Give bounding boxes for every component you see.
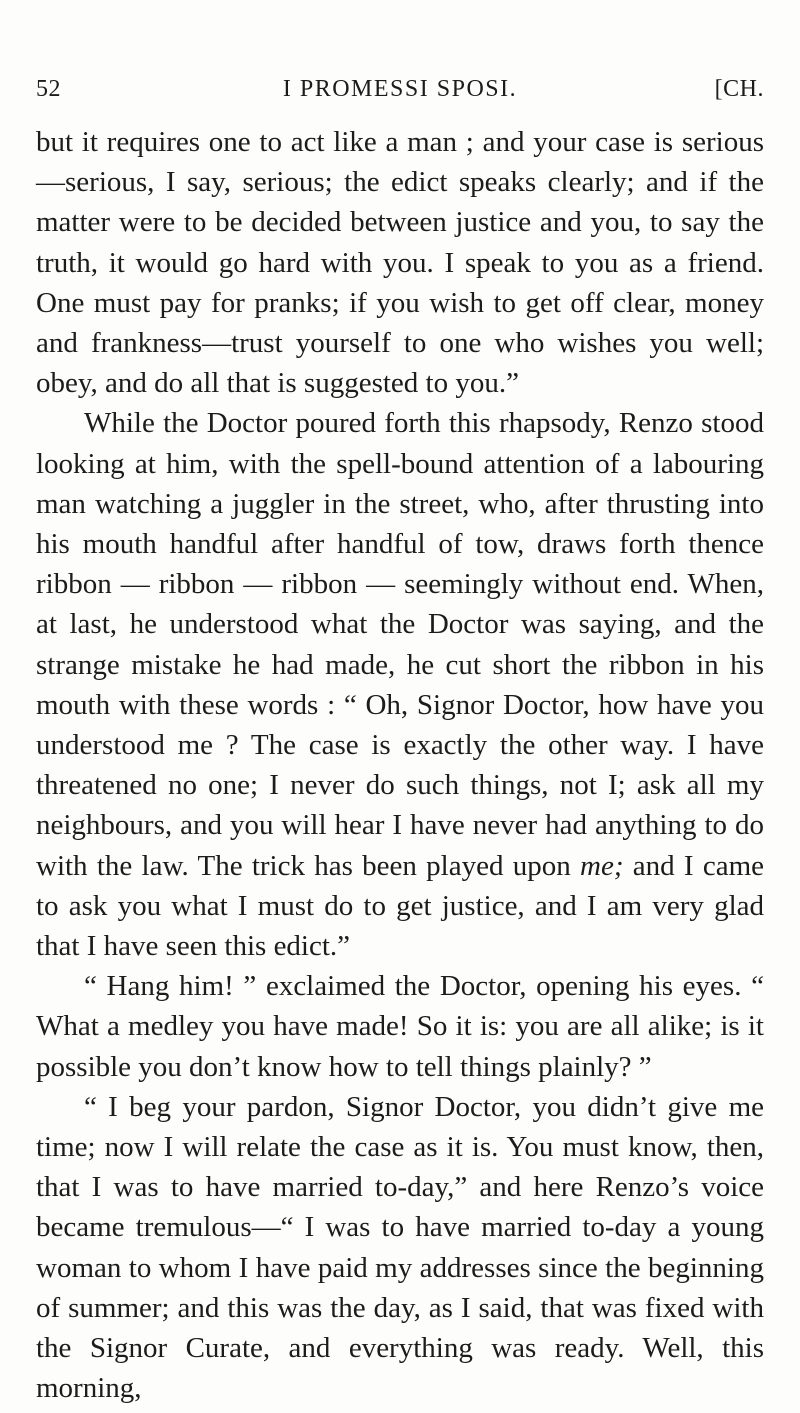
- paragraph-1: but it requires one to act like a man ; and your case is serious—serious, I say, serious; the edict speaks clearly; and if the matter were to be decided between justice and you, to say the truth, it would go hard with you. I speak to you as a friend. One must pay for pranks; if you wish to get off clear, money and frankness—trust yourself to one who wishes you well; obey, and do all that is suggested to you.”: [36, 126, 764, 400]
- paragraph-3: “ Hang him! ” exclaimed the Doctor, opening his eyes. “ What a medley you have made! So it is: you are all alike; is it possible you don’t know how to tell things plainly? ”: [36, 970, 764, 1083]
- paragraph-2-text-after: and I came to ask you what I must do to get justice, and I am very glad that I have seen this edict.”: [36, 849, 764, 963]
- chapter-mark: [CH.: [714, 76, 764, 102]
- running-title: I PROMESSI SPOSI.: [282, 76, 518, 102]
- paragraph-2-text: While the Doctor poured forth this rhapsody, Renzo stood looking at him, with the spell-bound attention of a labouring man watching a juggler in the street, who, after thrusting into his mouth handful after handful of tow, draws forth thence ribbon — ribbon — ribbon — seemingly without end. When, at last, he understood what the Doctor was saying, and the strange mistake he had made, he cut short the ribbon in his mouth with these words : “ Oh, Signor Doctor, how have you understood me ? The case is exactly the other way. I have threatened no one; I never do such things, not I; ask all my neighbours, and you will hear I have never had anything to do with the law. The trick has been played upon: [36, 407, 764, 882]
- page-number: 52: [36, 76, 61, 102]
- body-text: [36, 122, 764, 1409]
- paragraph-4: “ I beg your pardon, Signor Doctor, you didn’t give me time; now I will relate the case as it is. You must know, then, that I was to have married to-day,” and here Renzo’s voice became tremulous—“ I was to have married to-day a young woman to whom I have paid my addresses since the beginning of summer; and this was the day, as I said, that was fixed with the Signor Curate, and everything was ready. Well, this morning,: [36, 1090, 764, 1405]
- paragraph-2: [36, 403, 764, 966]
- paragraph-2-emphasis: me;: [580, 849, 624, 882]
- running-head: [36, 76, 764, 116]
